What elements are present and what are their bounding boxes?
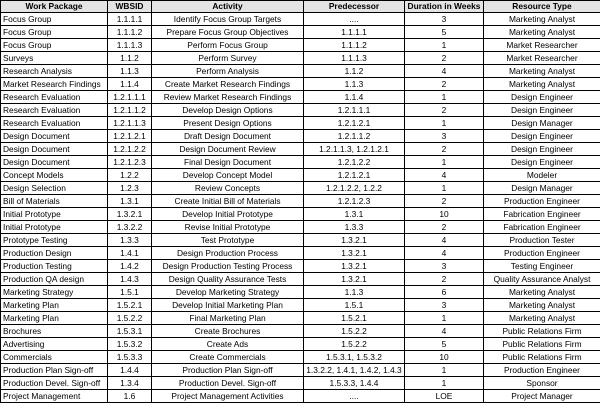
cell-duration[interactable]: 2 bbox=[405, 273, 484, 286]
cell-resource-type[interactable]: Public Relations Firm bbox=[484, 351, 600, 364]
cell-work-package[interactable]: Marketing Strategy bbox=[1, 286, 108, 299]
cell-resource-type[interactable]: Design Engineer bbox=[484, 143, 600, 156]
header-duration[interactable]: Duration in Weeks bbox=[405, 1, 484, 13]
table-row bbox=[1, 78, 600, 91]
cell-resource-type[interactable]: Marketing Analyst bbox=[484, 13, 600, 26]
cell-activity[interactable]: Test Prototype bbox=[152, 234, 304, 247]
cell-resource-type[interactable]: Marketing Analyst bbox=[484, 286, 600, 299]
table-row bbox=[1, 156, 600, 169]
cell-duration[interactable]: 3 bbox=[405, 130, 484, 143]
cell-activity[interactable]: Production Devel. Sign-off bbox=[152, 377, 304, 390]
cell-duration[interactable]: 5 bbox=[405, 26, 484, 39]
cell-predecessor[interactable]: 1.1.1.3 bbox=[304, 52, 405, 65]
cell-duration[interactable]: 1 bbox=[405, 364, 484, 377]
cell-activity[interactable]: Project Management Activities bbox=[152, 390, 304, 403]
cell-duration[interactable]: 4 bbox=[405, 65, 484, 78]
cell-wbsid[interactable]: 1.5.2.2 bbox=[108, 312, 152, 325]
cell-resource-type[interactable]: Project Manager bbox=[484, 390, 600, 403]
table-row bbox=[1, 208, 600, 221]
table-row bbox=[1, 104, 600, 117]
cell-predecessor[interactable]: 1.5.3.1, 1.5.3.2 bbox=[304, 351, 405, 364]
cell-activity[interactable]: Perform Analysis bbox=[152, 65, 304, 78]
cell-activity[interactable]: Create Ads bbox=[152, 338, 304, 351]
cell-wbsid[interactable]: 1.1.3 bbox=[108, 65, 152, 78]
cell-activity[interactable]: Review Market Research Findings bbox=[152, 91, 304, 104]
cell-predecessor[interactable]: 1.1.1.2 bbox=[304, 39, 405, 52]
header-activity[interactable]: Activity bbox=[152, 1, 304, 13]
cell-activity[interactable]: Develop Concept Model bbox=[152, 169, 304, 182]
cell-wbsid[interactable]: 1.2.1.2.3 bbox=[108, 156, 152, 169]
cell-duration[interactable]: LOE bbox=[405, 390, 484, 403]
cell-resource-type[interactable]: Modeler bbox=[484, 169, 600, 182]
cell-activity[interactable]: Develop Marketing Strategy bbox=[152, 286, 304, 299]
table-row bbox=[1, 169, 600, 182]
cell-predecessor[interactable]: 1.2.1.2.2 bbox=[304, 156, 405, 169]
cell-wbsid[interactable]: 1.2.2 bbox=[108, 169, 152, 182]
table-row bbox=[1, 195, 600, 208]
cell-work-package[interactable]: Production Design bbox=[1, 247, 108, 260]
cell-wbsid[interactable]: 1.1.1.3 bbox=[108, 39, 152, 52]
cell-predecessor[interactable]: 1.2.1.1.3, 1.2.1.2.1 bbox=[304, 143, 405, 156]
cell-wbsid[interactable]: 1.2.1.2.1 bbox=[108, 130, 152, 143]
table-row bbox=[1, 312, 600, 325]
cell-activity[interactable]: Present Design Options bbox=[152, 117, 304, 130]
cell-resource-type[interactable]: Design Engineer bbox=[484, 104, 600, 117]
cell-work-package[interactable]: Design Document bbox=[1, 156, 108, 169]
cell-predecessor[interactable]: 1.3.2.2, 1.4.1, 1.4.2, 1.4.3 bbox=[304, 364, 405, 377]
cell-activity[interactable]: Draft Design Document bbox=[152, 130, 304, 143]
cell-resource-type[interactable]: Fabrication Engineer bbox=[484, 208, 600, 221]
cell-activity[interactable]: Revise Initial Prototype bbox=[152, 221, 304, 234]
cell-predecessor[interactable]: 1.2.1.2.2, 1.2.2 bbox=[304, 182, 405, 195]
cell-resource-type[interactable]: Public Relations Firm bbox=[484, 338, 600, 351]
table-row bbox=[1, 299, 600, 312]
cell-wbsid[interactable]: 1.4.1 bbox=[108, 247, 152, 260]
table-row bbox=[1, 390, 600, 403]
table-row bbox=[1, 351, 600, 364]
cell-work-package[interactable]: Design Selection bbox=[1, 182, 108, 195]
cell-wbsid[interactable]: 1.3.2.2 bbox=[108, 221, 152, 234]
table-row bbox=[1, 273, 600, 286]
cell-duration[interactable]: 4 bbox=[405, 169, 484, 182]
cell-wbsid[interactable]: 1.4.3 bbox=[108, 273, 152, 286]
cell-activity[interactable]: Develop Initial Marketing Plan bbox=[152, 299, 304, 312]
cell-work-package[interactable]: Prototype Testing bbox=[1, 234, 108, 247]
cell-predecessor[interactable]: 1.3.2.1 bbox=[304, 247, 405, 260]
header-work-package[interactable]: Work Package bbox=[1, 1, 108, 13]
cell-resource-type[interactable]: Production Tester bbox=[484, 234, 600, 247]
header-predecessor[interactable]: Predecessor bbox=[304, 1, 405, 13]
cell-activity[interactable]: Final Design Document bbox=[152, 156, 304, 169]
cell-work-package[interactable]: Research Evaluation bbox=[1, 91, 108, 104]
cell-resource-type[interactable]: Production Engineer bbox=[484, 195, 600, 208]
cell-activity[interactable]: Design Document Review bbox=[152, 143, 304, 156]
cell-work-package[interactable]: Project Management bbox=[1, 390, 108, 403]
cell-duration[interactable]: 1 bbox=[405, 312, 484, 325]
cell-wbsid[interactable]: 1.1.1.2 bbox=[108, 26, 152, 39]
cell-duration[interactable]: 2 bbox=[405, 78, 484, 91]
cell-predecessor[interactable]: 1.5.2.1 bbox=[304, 312, 405, 325]
cell-predecessor[interactable]: 1.2.1.2.1 bbox=[304, 117, 405, 130]
cell-work-package[interactable]: Focus Group bbox=[1, 13, 108, 26]
cell-predecessor[interactable]: 1.1.3 bbox=[304, 78, 405, 91]
cell-work-package[interactable]: Design Document bbox=[1, 130, 108, 143]
cell-wbsid[interactable]: 1.5.3.1 bbox=[108, 325, 152, 338]
cell-resource-type[interactable]: Design Engineer bbox=[484, 156, 600, 169]
cell-resource-type[interactable]: Market Researcher bbox=[484, 39, 600, 52]
cell-duration[interactable]: 6 bbox=[405, 286, 484, 299]
table-row bbox=[1, 13, 600, 26]
cell-activity[interactable]: Design Production Process bbox=[152, 247, 304, 260]
cell-predecessor[interactable]: 1.5.1 bbox=[304, 299, 405, 312]
table-row bbox=[1, 325, 600, 338]
cell-work-package[interactable]: Concept Models bbox=[1, 169, 108, 182]
cell-wbsid[interactable]: 1.5.3.3 bbox=[108, 351, 152, 364]
cell-resource-type[interactable]: Public Relations Firm bbox=[484, 325, 600, 338]
table-row bbox=[1, 117, 600, 130]
cell-duration[interactable]: 2 bbox=[405, 104, 484, 117]
cell-activity[interactable]: Develop Initial Prototype bbox=[152, 208, 304, 221]
cell-wbsid[interactable]: 1.2.1.1.3 bbox=[108, 117, 152, 130]
cell-predecessor[interactable]: 1.5.2.2 bbox=[304, 338, 405, 351]
cell-duration[interactable]: 1 bbox=[405, 91, 484, 104]
cell-duration[interactable]: 3 bbox=[405, 299, 484, 312]
cell-resource-type[interactable]: Design Manager bbox=[484, 182, 600, 195]
cell-duration[interactable]: 5 bbox=[405, 338, 484, 351]
table-row bbox=[1, 39, 600, 52]
cell-predecessor[interactable]: .... bbox=[304, 390, 405, 403]
cell-activity[interactable]: Develop Design Options bbox=[152, 104, 304, 117]
header-wbsid[interactable]: WBSID bbox=[108, 1, 152, 13]
cell-activity[interactable]: Design Quality Assurance Tests bbox=[152, 273, 304, 286]
cell-work-package[interactable]: Bill of Materials bbox=[1, 195, 108, 208]
table-row bbox=[1, 377, 600, 390]
cell-predecessor[interactable]: 1.1.2 bbox=[304, 65, 405, 78]
cell-activity[interactable]: Create Brochures bbox=[152, 325, 304, 338]
cell-resource-type[interactable]: Design Engineer bbox=[484, 130, 600, 143]
cell-duration[interactable]: 10 bbox=[405, 351, 484, 364]
cell-activity[interactable]: Prepare Focus Group Objectives bbox=[152, 26, 304, 39]
table-row bbox=[1, 26, 600, 39]
cell-predecessor[interactable]: 1.3.2.1 bbox=[304, 234, 405, 247]
cell-work-package[interactable]: Focus Group bbox=[1, 26, 108, 39]
cell-resource-type[interactable]: Production Engineer bbox=[484, 247, 600, 260]
cell-resource-type[interactable]: Testing Engineer bbox=[484, 260, 600, 273]
header-resource-type[interactable]: Resource Type bbox=[484, 1, 600, 13]
cell-predecessor[interactable]: 1.3.1 bbox=[304, 208, 405, 221]
table-row bbox=[1, 338, 600, 351]
table-row bbox=[1, 52, 600, 65]
cell-resource-type[interactable]: Marketing Analyst bbox=[484, 78, 600, 91]
cell-resource-type[interactable]: Marketing Analyst bbox=[484, 65, 600, 78]
cell-work-package[interactable]: Market Research Findings bbox=[1, 78, 108, 91]
cell-wbsid[interactable]: 1.2.1.1.2 bbox=[108, 104, 152, 117]
table-row bbox=[1, 143, 600, 156]
table-row bbox=[1, 247, 600, 260]
cell-wbsid[interactable]: 1.2.3 bbox=[108, 182, 152, 195]
table-row bbox=[1, 221, 600, 234]
table-row bbox=[1, 364, 600, 377]
cell-work-package[interactable]: Commercials bbox=[1, 351, 108, 364]
cell-duration[interactable]: 4 bbox=[405, 234, 484, 247]
cell-predecessor[interactable]: 1.3.2.1 bbox=[304, 260, 405, 273]
cell-wbsid[interactable]: 1.3.4 bbox=[108, 377, 152, 390]
cell-predecessor[interactable]: 1.2.1.1.2 bbox=[304, 130, 405, 143]
cell-work-package[interactable]: Marketing Plan bbox=[1, 312, 108, 325]
cell-predecessor[interactable]: 1.5.3.3, 1.4.4 bbox=[304, 377, 405, 390]
cell-duration[interactable]: 2 bbox=[405, 143, 484, 156]
cell-wbsid[interactable]: 1.5.3.2 bbox=[108, 338, 152, 351]
cell-resource-type[interactable]: Marketing Analyst bbox=[484, 26, 600, 39]
cell-resource-type[interactable]: Marketing Analyst bbox=[484, 312, 600, 325]
cell-wbsid[interactable]: 1.1.4 bbox=[108, 78, 152, 91]
cell-resource-type[interactable]: Market Researcher bbox=[484, 52, 600, 65]
cell-work-package[interactable]: Research Evaluation bbox=[1, 104, 108, 117]
table-row bbox=[1, 234, 600, 247]
cell-wbsid[interactable]: 1.2.1.2.2 bbox=[108, 143, 152, 156]
cell-wbsid[interactable]: 1.6 bbox=[108, 390, 152, 403]
cell-activity[interactable]: Identify Focus Group Targets bbox=[152, 13, 304, 26]
cell-duration[interactable]: 2 bbox=[405, 221, 484, 234]
cell-activity[interactable]: Perform Focus Group bbox=[152, 39, 304, 52]
cell-resource-type[interactable]: Design Engineer bbox=[484, 91, 600, 104]
cell-wbsid[interactable]: 1.4.2 bbox=[108, 260, 152, 273]
cell-duration[interactable]: 2 bbox=[405, 52, 484, 65]
cell-predecessor[interactable]: 1.1.3 bbox=[304, 286, 405, 299]
table-body bbox=[1, 13, 600, 403]
cell-duration[interactable]: 3 bbox=[405, 13, 484, 26]
cell-predecessor[interactable]: 1.1.1.1 bbox=[304, 26, 405, 39]
cell-wbsid[interactable]: 1.1.1.1 bbox=[108, 13, 152, 26]
cell-activity[interactable]: Perform Survey bbox=[152, 52, 304, 65]
cell-work-package[interactable]: Research Analysis bbox=[1, 65, 108, 78]
cell-work-package[interactable]: Focus Group bbox=[1, 39, 108, 52]
cell-wbsid[interactable]: 1.1.2 bbox=[108, 52, 152, 65]
table-row bbox=[1, 130, 600, 143]
cell-predecessor[interactable]: .... bbox=[304, 13, 405, 26]
cell-work-package[interactable]: Marketing Plan bbox=[1, 299, 108, 312]
cell-wbsid[interactable]: 1.3.3 bbox=[108, 234, 152, 247]
cell-activity[interactable]: Review Concepts bbox=[152, 182, 304, 195]
cell-duration[interactable]: 1 bbox=[405, 39, 484, 52]
cell-wbsid[interactable]: 1.3.1 bbox=[108, 195, 152, 208]
cell-duration[interactable]: 4 bbox=[405, 247, 484, 260]
cell-work-package[interactable]: Production Testing bbox=[1, 260, 108, 273]
cell-work-package[interactable]: Initial Prototype bbox=[1, 221, 108, 234]
cell-work-package[interactable]: Design Document bbox=[1, 143, 108, 156]
cell-duration[interactable]: 10 bbox=[405, 208, 484, 221]
cell-predecessor[interactable]: 1.3.2.1 bbox=[304, 273, 405, 286]
table-row bbox=[1, 260, 600, 273]
cell-work-package[interactable]: Advertising bbox=[1, 338, 108, 351]
cell-work-package[interactable]: Surveys bbox=[1, 52, 108, 65]
table-row bbox=[1, 65, 600, 78]
cell-activity[interactable]: Create Initial Bill of Materials bbox=[152, 195, 304, 208]
cell-activity[interactable]: Create Commercials bbox=[152, 351, 304, 364]
cell-predecessor[interactable]: 1.3.3 bbox=[304, 221, 405, 234]
cell-duration[interactable]: 4 bbox=[405, 325, 484, 338]
cell-work-package[interactable]: Production Plan Sign-off bbox=[1, 364, 108, 377]
cell-duration[interactable]: 1 bbox=[405, 117, 484, 130]
cell-duration[interactable]: 3 bbox=[405, 260, 484, 273]
cell-work-package[interactable]: Production QA design bbox=[1, 273, 108, 286]
cell-resource-type[interactable]: Fabrication Engineer bbox=[484, 221, 600, 234]
cell-wbsid[interactable]: 1.4.4 bbox=[108, 364, 152, 377]
header-row bbox=[1, 1, 600, 13]
cell-predecessor[interactable]: 1.1.4 bbox=[304, 91, 405, 104]
cell-activity[interactable]: Design Production Testing Process bbox=[152, 260, 304, 273]
cell-wbsid[interactable]: 1.5.2.1 bbox=[108, 299, 152, 312]
cell-activity[interactable]: Final Marketing Plan bbox=[152, 312, 304, 325]
cell-work-package[interactable]: Initial Prototype bbox=[1, 208, 108, 221]
cell-duration[interactable]: 1 bbox=[405, 377, 484, 390]
cell-predecessor[interactable]: 1.2.1.2.3 bbox=[304, 195, 405, 208]
cell-activity[interactable]: Create Market Research Findings bbox=[152, 78, 304, 91]
cell-resource-type[interactable]: Production Engineer bbox=[484, 364, 600, 377]
cell-duration[interactable]: 2 bbox=[405, 195, 484, 208]
cell-wbsid[interactable]: 1.5.1 bbox=[108, 286, 152, 299]
cell-work-package[interactable]: Production Devel. Sign-off bbox=[1, 377, 108, 390]
cell-resource-type[interactable]: Quality Assurance Analyst bbox=[484, 273, 600, 286]
cell-resource-type[interactable]: Sponsor bbox=[484, 377, 600, 390]
cell-predecessor[interactable]: 1.5.2.2 bbox=[304, 325, 405, 338]
table-row bbox=[1, 286, 600, 299]
table-header bbox=[1, 1, 600, 13]
cell-resource-type[interactable]: Design Manager bbox=[484, 117, 600, 130]
cell-duration[interactable]: 1 bbox=[405, 156, 484, 169]
table-row bbox=[1, 182, 600, 195]
table-row bbox=[1, 91, 600, 104]
cell-work-package[interactable]: Research Evaluation bbox=[1, 117, 108, 130]
cell-work-package[interactable]: Brochures bbox=[1, 325, 108, 338]
cell-duration[interactable]: 1 bbox=[405, 182, 484, 195]
cell-predecessor[interactable]: 1.2.1.1.1 bbox=[304, 104, 405, 117]
cell-predecessor[interactable]: 1.2.1.2.1 bbox=[304, 169, 405, 182]
cell-activity[interactable]: Production Plan Sign-off bbox=[152, 364, 304, 377]
cell-resource-type[interactable]: Marketing Analyst bbox=[484, 299, 600, 312]
cell-wbsid[interactable]: 1.2.1.1.1 bbox=[108, 91, 152, 104]
cell-wbsid[interactable]: 1.3.2.1 bbox=[108, 208, 152, 221]
